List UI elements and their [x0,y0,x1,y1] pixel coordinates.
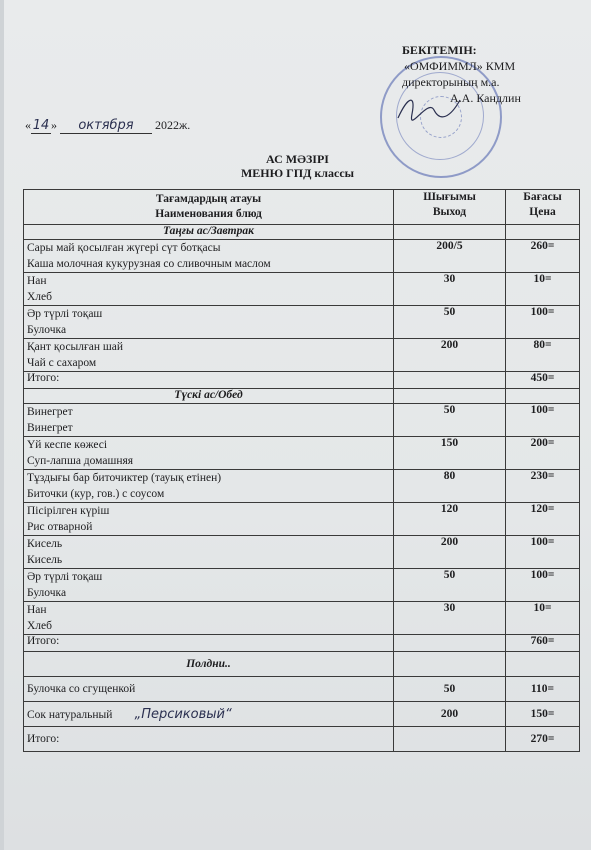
item-name-ru: Булочка [27,324,67,336]
item-name-kz: Пісірілген күріш [27,505,110,517]
item-price: 80= [506,339,580,372]
header-price-kz: Бағасы [523,191,562,203]
item-name-text: Булочка со сгущенкой [27,683,136,695]
header-price [506,190,580,225]
total-row [24,372,580,389]
empty-cell [394,635,506,652]
menu-item-row [24,273,580,306]
total-row [24,727,580,752]
section-lunch [24,389,580,404]
header-name [24,190,394,225]
item-yield: 30 [394,273,506,306]
date-year: 2022ж. [155,118,191,132]
item-name-ru: Винегрет [27,422,73,434]
item-yield: 150 [394,437,506,470]
item-name-kz: Үй кеспе көжесі [27,439,108,451]
item-price: 100= [506,306,580,339]
item-name-kz: Сары май қосылған жүгері сүт ботқасы [27,242,221,254]
menu-item-row [24,536,580,569]
item-yield: 30 [394,602,506,635]
item-yield: 50 [394,569,506,602]
empty-cell [506,225,580,240]
item-price: 110= [506,677,580,702]
header-row [24,190,580,225]
item-name-ru: Суп-лапша домашняя [27,455,134,467]
title-kz: АС МӘЗІРІ [266,152,329,166]
menu-item-row [24,702,580,727]
item-yield: 200/5 [394,240,506,273]
item-name [24,404,394,437]
item-price: 10= [506,273,580,306]
section-snack [24,652,580,677]
section-breakfast [24,225,580,240]
menu-sheet [4,0,591,850]
date-day: 14 [32,118,50,133]
item-name [24,536,394,569]
item-yield: 120 [394,503,506,536]
date-open-quote: « [25,118,31,132]
menu-item-row [24,503,580,536]
approval-title: БЕКІТЕМІН: [402,43,477,57]
item-yield: 200 [394,536,506,569]
item-name-kz: Нан [27,604,47,616]
approval-block [402,42,521,106]
item-name-ru: Булочка [27,587,67,599]
item-name [24,339,394,372]
menu-item-row [24,339,580,372]
item-name [24,503,394,536]
item-name-ru: Рис отварной [27,521,93,533]
total-value: 760= [506,635,580,652]
item-price: 100= [506,404,580,437]
header-yield [394,190,506,225]
approval-position: директорының м.а. [402,75,500,89]
title-ru: МЕНЮ ГПД классы [240,166,355,180]
item-price: 10= [506,602,580,635]
approval-org: «ОМФИММЛ» КММ [404,59,516,73]
header-name-ru: Наименования блюд [155,208,262,220]
item-name-kz: Тұздығы бар биточиктер (тауық етінен) [27,472,222,484]
item-name-kz: Винегрет [27,406,73,418]
item-name-kz: Қант қосылған шай [27,341,123,353]
header-yield-ru: Выход [432,206,467,218]
menu-item-row [24,569,580,602]
total-value: 450= [506,372,580,389]
header-name-kz: Тағамдардың атауы [155,193,262,205]
section-title: Түскі ас/Обед [24,389,394,404]
menu-item-row [24,240,580,273]
header-price-ru: Цена [529,206,556,218]
item-name-ru: Кисель [27,554,63,566]
item-name [24,306,394,339]
date-month: октября [60,118,152,134]
menu-item-row [24,437,580,470]
item-name [24,437,394,470]
item-name [24,602,394,635]
approval-name: А.А. Кандлин [450,91,521,105]
item-yield: 200 [394,339,506,372]
item-name [24,702,394,727]
empty-cell [506,389,580,404]
empty-cell [394,727,506,752]
item-name-kz: Нан [27,275,47,287]
empty-cell [506,652,580,677]
section-title: Полдни.. [24,652,394,677]
menu-item-row [24,306,580,339]
empty-cell [394,372,506,389]
item-name-ru: Хлеб [27,291,52,303]
item-price: 100= [506,569,580,602]
item-name-kz: Әр түрлі тоқаш [27,308,103,320]
item-name-ru: Хлеб [27,620,52,632]
item-name-ru: Чай с сахаром [27,357,97,369]
item-name-text: Сок натуральный [27,708,113,721]
menu-table [23,189,580,752]
item-name-kz: Кисель [27,538,63,550]
item-name [24,470,394,503]
item-price: 260= [506,240,580,273]
item-handwritten-note: „Персиковый“ [134,706,232,722]
header-yield-kz: Шығымы [423,191,476,203]
item-name [24,273,394,306]
item-price: 120= [506,503,580,536]
menu-item-row [24,470,580,503]
item-name [24,240,394,273]
total-label: Итого: [24,372,394,389]
section-title: Таңғы ас/Завтрак [24,225,394,240]
item-price: 150= [506,702,580,727]
empty-cell [394,225,506,240]
item-name [24,569,394,602]
date-close-quote: » [51,118,57,132]
item-name-ru: Биточки (кур, гов.) с соусом [27,488,165,500]
item-yield: 50 [394,306,506,339]
total-value: 270= [506,727,580,752]
total-label: Итого: [24,635,394,652]
item-name-kz: Әр түрлі тоқаш [27,571,103,583]
item-price: 100= [506,536,580,569]
menu-item-row [24,602,580,635]
total-label: Итого: [24,727,394,752]
empty-cell [394,652,506,677]
empty-cell [394,389,506,404]
item-name [24,677,394,702]
item-yield: 80 [394,470,506,503]
menu-item-row [24,677,580,702]
item-yield: 50 [394,404,506,437]
total-row [24,635,580,652]
menu-item-row [24,404,580,437]
menu-date [25,118,190,134]
item-yield: 50 [394,677,506,702]
item-price: 230= [506,470,580,503]
item-yield: 200 [394,702,506,727]
item-name-ru: Каша молочная кукурузная со сливочным маслом [27,258,271,270]
item-price: 200= [506,437,580,470]
